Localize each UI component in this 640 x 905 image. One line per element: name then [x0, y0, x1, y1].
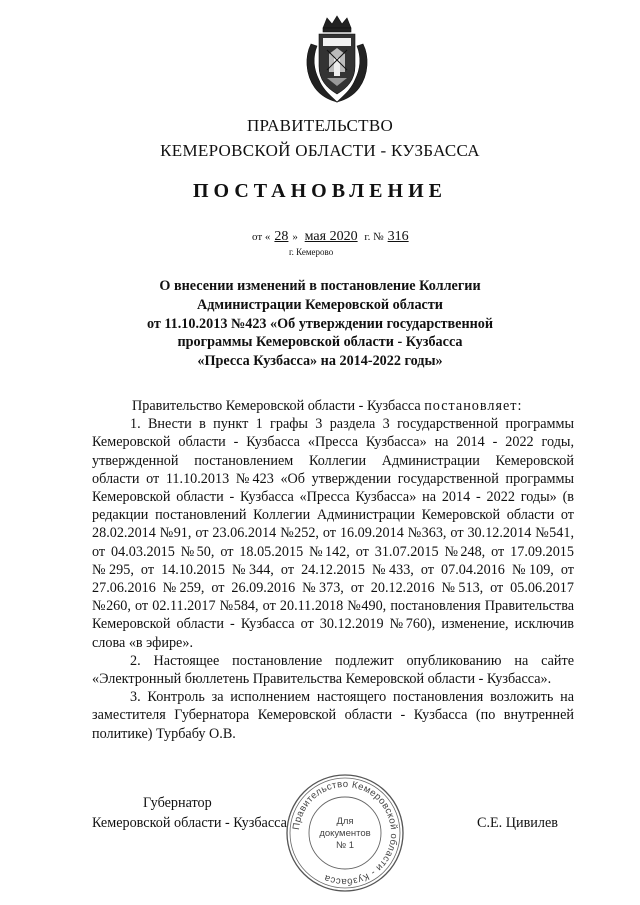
document-number: 316: [387, 229, 409, 244]
body-paragraph-1: 1. Внести в пункт 1 графы 3 раздела 3 государственной программы Кемеровской области - Кузбасса «Пресса Кузбасса» на 2014 - 2022 годы, утвержденной постановлением Коллегии Администрации Кемеровской области от 11.10.2013 №423 «Об утверждении государственной программы Кемеровской области - Кузбасса «Пресса Кузбасса» на 2014 - 2022 годы» (в редакции постановлений Коллегии Администрации Кемеровской области от 28.02.2014 №91, от 23.06.2014 №252, от 16.09.2014 №363, от 30.12.2014 №541, от 04.03.2015 №50, от 18.05.2015 №142, от 31.07.2015 №248, от 17.09.2015 №295, от 14.10.2015 №344, от 24.12.2015 №433, от 07.04.2016 №109, от 27.06.2016 №259, от 26.09.2016 №373, от 20.12.2016 №513, от 05.06.2017 №260, от 02.11.2017 №584, от 20.11.2018 №490, постановления Правительства Кемеровской области - Кузбасса от 30.12.2019 №760), изменение, исключив слова «в эфире».: [92, 416, 574, 651]
body-paragraph-2: 2. Настоящее постановление подлежит опубликованию на сайте «Электронный бюллетень Правительства Кемеровской области - Кузбасса».: [92, 652, 574, 688]
document-city: г. Кемерово: [289, 247, 334, 257]
subject-line: О внесении изменений в постановление Коллегии: [159, 278, 481, 294]
subject-line: от 11.10.2013 №423 «Об утверждении государственной: [146, 315, 494, 332]
stamp-center-line3: № 1: [335, 840, 355, 851]
subject-line: «Пресса Кузбасса» на 2014-2022 годы»: [197, 353, 443, 370]
kemerovo-coat-of-arms-icon: [301, 14, 373, 104]
body-paragraph-3: 3. Контроль за исполнением настоящего постановления возложить на заместителя Губернатора Кемеровской области - Кузбасса (по внутренней политике) Турбабу О.В.: [92, 689, 574, 742]
stamp-center-line2: документов: [319, 828, 371, 839]
signatory-name: С.Е. Цивилев: [477, 815, 558, 831]
organization-name-line2: КЕМЕРОВСКОЙ ОБЛАСТИ - КУЗБАССА: [160, 141, 480, 160]
date-day: 28: [274, 229, 289, 244]
intro-action: постановляет:: [424, 398, 523, 414]
intro-paragraph: [92, 397, 574, 415]
date-month-year: мая 2020: [304, 229, 358, 244]
document-dateline: [252, 229, 413, 245]
intro-text: Правительство Кемеровской области - Кузбасса: [132, 398, 425, 414]
stamp-ring-text: Правительство Кемеровской области - Кузбасса: [291, 778, 400, 888]
document-subject: [0, 277, 640, 371]
official-stamp: [284, 772, 406, 894]
signatory-title-line1: Губернатор: [143, 795, 212, 811]
signatory-title-line2: Кемеровской области - Кузбасса: [92, 815, 287, 831]
stamp-center-line1: Для: [336, 816, 354, 827]
number-sign: №: [373, 231, 384, 243]
date-prefix: от «: [252, 231, 271, 243]
date-close-quote: »: [292, 231, 298, 243]
document-body: [92, 397, 574, 743]
subject-line: Администрации Кемеровской области: [196, 296, 443, 313]
subject-line: программы Кемеровской области - Кузбасса: [177, 334, 463, 351]
date-year-suffix: г.: [364, 231, 371, 243]
organization-name-line1: ПРАВИТЕЛЬСТВО: [246, 116, 394, 135]
document-type-title: ПОСТАНОВЛЕНИЕ: [193, 180, 447, 202]
